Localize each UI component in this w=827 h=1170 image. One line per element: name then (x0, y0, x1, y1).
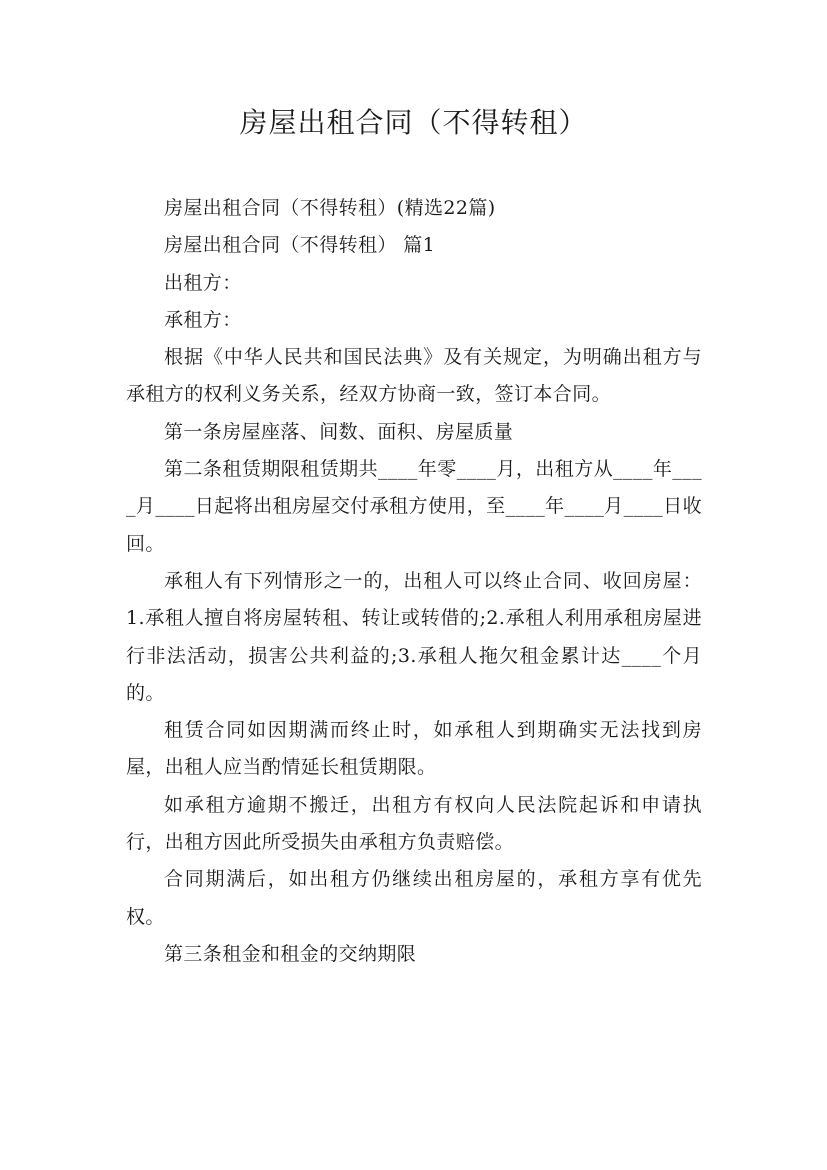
document-title: 房屋出租合同（不得转租） (239, 106, 588, 139)
paragraph-section-heading: 房屋出租合同（不得转租） 篇1 (164, 234, 436, 257)
paragraph-subtitle: 房屋出租合同（不得转租）(精选22篇) (164, 197, 496, 219)
paragraph-priority: 合同期满后，如出租方仍继续出租房屋的，承租方享有优先权。 (126, 868, 702, 928)
paragraph-preamble: 根据《中华人民共和国民法典》及有关规定，为明确出租方与承租方的权利义务关系，经双方协商一致，签订本合同。 (126, 346, 702, 406)
paragraph-extension: 租赁合同如因期满而终止时，如承租人到期确实无法找到房屋，出租人应当酌情延长租赁期限。 (126, 719, 702, 779)
document-body (126, 190, 702, 973)
paragraph-lessor: 出租方： (164, 271, 242, 294)
paragraph-article-2: 第二条租赁期限租赁期共____年零____月，出租方从____年____月____日起将出租房屋交付承租方使用，至____年____月____日收回。 (126, 458, 702, 555)
paragraph-lessee: 承租方： (164, 308, 242, 331)
paragraph-article-3: 第三条租金和租金的交纳期限 (164, 942, 417, 965)
paragraph-article-1: 第一条房屋座落、间数、面积、房屋质量 (164, 420, 514, 443)
paragraph-termination: 承租人有下列情形之一的，出租人可以终止合同、收回房屋：1.承租人擅自将房屋转租、转让或转借的;2.承租人利用承租房屋进行非法活动，损害公共利益的;3.承租人拖欠租金累计达____个月的。 (126, 569, 702, 704)
paragraph-overdue: 如承租方逾期不搬迁，出租方有权向人民法院起诉和申请执行，出租方因此所受损失由承租方负责赔偿。 (126, 793, 702, 854)
